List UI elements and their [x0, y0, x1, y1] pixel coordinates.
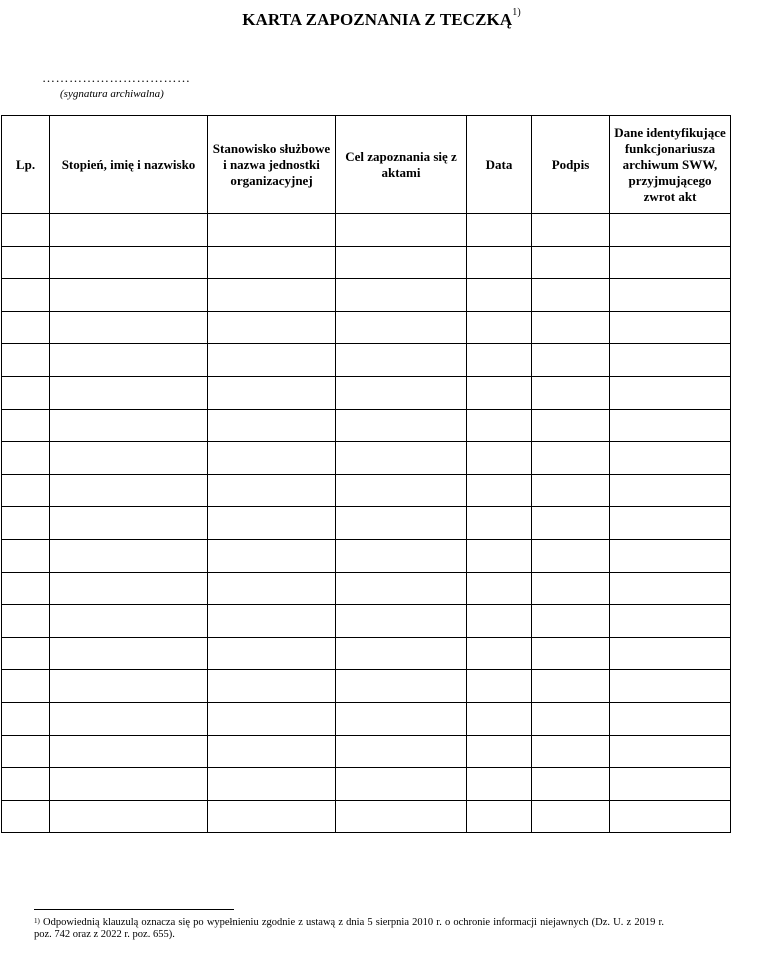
table-cell	[50, 702, 208, 735]
table-cell	[2, 800, 50, 833]
table-cell	[610, 735, 731, 768]
footnote-text: Odpowiednią klauzulą oznacza się po wypełnieniu zgodnie z ustawą z dnia 5 sierpnia 2010 r. o ochronie informacji niejawnych (Dz. U. z 2019 r. poz. 742 oraz z 2022 r. poz. 655).	[34, 917, 665, 940]
table-cell	[532, 800, 610, 833]
table-cell	[2, 474, 50, 507]
table-cell	[2, 442, 50, 475]
header-signature: Podpis	[532, 116, 610, 214]
table-cell	[2, 376, 50, 409]
table-cell	[50, 507, 208, 540]
table-cell	[610, 507, 731, 540]
table-cell	[336, 572, 467, 605]
table-cell	[208, 768, 336, 801]
table-cell	[208, 246, 336, 279]
page-title	[0, 7, 763, 30]
table-cell	[336, 246, 467, 279]
table-cell	[336, 637, 467, 670]
table-cell	[208, 539, 336, 572]
table-row	[2, 279, 731, 312]
table-cell	[208, 311, 336, 344]
table-cell	[467, 311, 532, 344]
table-row	[2, 735, 731, 768]
table-cell	[532, 539, 610, 572]
table-cell	[2, 637, 50, 670]
table-body	[2, 214, 731, 833]
table-cell	[50, 735, 208, 768]
table-cell	[532, 637, 610, 670]
table-cell	[610, 279, 731, 312]
table-cell	[50, 279, 208, 312]
table-cell	[610, 637, 731, 670]
table-cell	[208, 735, 336, 768]
table-cell	[610, 246, 731, 279]
table-cell	[467, 474, 532, 507]
table-cell	[208, 442, 336, 475]
table-cell	[2, 311, 50, 344]
table-cell	[532, 735, 610, 768]
table-cell	[532, 670, 610, 703]
table-cell	[50, 376, 208, 409]
table-cell	[336, 735, 467, 768]
table-cell	[336, 311, 467, 344]
table-cell	[336, 376, 467, 409]
table-row	[2, 344, 731, 377]
table-cell	[208, 214, 336, 247]
table-row	[2, 311, 731, 344]
table-cell	[50, 670, 208, 703]
table-row	[2, 246, 731, 279]
title-text: KARTA ZAPOZNANIA Z TECZKĄ	[242, 10, 513, 29]
table-cell	[532, 344, 610, 377]
table-cell	[467, 279, 532, 312]
table-cell	[532, 507, 610, 540]
table-cell	[336, 800, 467, 833]
table-cell	[50, 246, 208, 279]
table-cell	[467, 768, 532, 801]
table-cell	[208, 507, 336, 540]
table-cell	[467, 572, 532, 605]
table-cell	[610, 311, 731, 344]
table-cell	[208, 409, 336, 442]
table-cell	[610, 474, 731, 507]
table-cell	[336, 214, 467, 247]
table-row	[2, 637, 731, 670]
table-cell	[50, 768, 208, 801]
table-cell	[610, 539, 731, 572]
table-cell	[467, 507, 532, 540]
table-cell	[532, 409, 610, 442]
table-row	[2, 376, 731, 409]
table-cell	[532, 376, 610, 409]
table-cell	[336, 605, 467, 638]
table-cell	[50, 605, 208, 638]
signature-dots: ……………………………	[42, 70, 191, 85]
table-cell	[467, 344, 532, 377]
table-cell	[532, 311, 610, 344]
table-row	[2, 605, 731, 638]
table-cell	[336, 768, 467, 801]
table-cell	[2, 344, 50, 377]
table-cell	[467, 605, 532, 638]
table-cell	[532, 572, 610, 605]
table-cell	[208, 376, 336, 409]
table-cell	[467, 735, 532, 768]
table-cell	[2, 507, 50, 540]
table-cell	[208, 572, 336, 605]
table-header-row	[2, 116, 731, 214]
table-cell	[610, 409, 731, 442]
table-cell	[610, 605, 731, 638]
table-cell	[208, 474, 336, 507]
footnote-divider	[34, 909, 234, 910]
title-footnote-ref: 1)	[512, 7, 521, 18]
table-cell	[532, 214, 610, 247]
table-cell	[467, 214, 532, 247]
table-row	[2, 442, 731, 475]
table-row	[2, 539, 731, 572]
table-row	[2, 768, 731, 801]
header-date: Data	[467, 116, 532, 214]
table-cell	[532, 279, 610, 312]
table-row	[2, 670, 731, 703]
table-cell	[610, 800, 731, 833]
table-cell	[610, 670, 731, 703]
table-cell	[467, 702, 532, 735]
table-cell	[2, 768, 50, 801]
table-cell	[336, 474, 467, 507]
table-row	[2, 409, 731, 442]
table-cell	[532, 702, 610, 735]
table-row	[2, 800, 731, 833]
table-cell	[208, 344, 336, 377]
footnote-marker: 1)	[34, 917, 40, 925]
table-cell	[467, 800, 532, 833]
header-lp: Lp.	[2, 116, 50, 214]
table-cell	[532, 474, 610, 507]
table-cell	[336, 670, 467, 703]
table-cell	[610, 344, 731, 377]
table-cell	[208, 800, 336, 833]
table-cell	[532, 246, 610, 279]
table-cell	[50, 409, 208, 442]
table-cell	[336, 539, 467, 572]
table-row	[2, 702, 731, 735]
table-cell	[2, 702, 50, 735]
table-cell	[610, 572, 731, 605]
header-rank-name: Stopień, imię i nazwisko	[50, 116, 208, 214]
access-register-table	[1, 115, 731, 833]
table-cell	[610, 768, 731, 801]
table-cell	[336, 507, 467, 540]
table-row	[2, 474, 731, 507]
table-cell	[208, 279, 336, 312]
table-cell	[208, 605, 336, 638]
table-cell	[2, 572, 50, 605]
table-cell	[2, 539, 50, 572]
table-cell	[467, 637, 532, 670]
table-cell	[2, 409, 50, 442]
header-position-unit: Stanowisko służbowe i nazwa jednostki organizacyjnej	[208, 116, 336, 214]
table-cell	[467, 670, 532, 703]
table-cell	[50, 572, 208, 605]
table-cell	[50, 214, 208, 247]
table-cell	[50, 311, 208, 344]
table-cell	[2, 670, 50, 703]
table-cell	[532, 442, 610, 475]
table-cell	[2, 246, 50, 279]
table-cell	[467, 376, 532, 409]
table-cell	[336, 344, 467, 377]
table-cell	[467, 246, 532, 279]
table-cell	[336, 279, 467, 312]
table-cell	[467, 539, 532, 572]
table-cell	[50, 800, 208, 833]
table-cell	[50, 474, 208, 507]
table-cell	[50, 539, 208, 572]
table-cell	[532, 768, 610, 801]
table-cell	[610, 376, 731, 409]
table-row	[2, 572, 731, 605]
table-row	[2, 507, 731, 540]
table-cell	[50, 344, 208, 377]
table-cell	[2, 735, 50, 768]
table-cell	[467, 409, 532, 442]
table-cell	[336, 442, 467, 475]
table-cell	[208, 702, 336, 735]
table-cell	[336, 409, 467, 442]
table-cell	[467, 442, 532, 475]
footnote	[34, 917, 664, 941]
table-row	[2, 214, 731, 247]
table-cell	[208, 670, 336, 703]
table-cell	[2, 214, 50, 247]
table-cell	[50, 637, 208, 670]
table-cell	[208, 637, 336, 670]
table-cell	[2, 279, 50, 312]
table-cell	[336, 702, 467, 735]
table-cell	[2, 605, 50, 638]
table-cell	[610, 214, 731, 247]
table-cell	[610, 702, 731, 735]
table-cell	[610, 442, 731, 475]
table-cell	[50, 442, 208, 475]
header-purpose: Cel zapoznania się z aktami	[336, 116, 467, 214]
table-cell	[532, 605, 610, 638]
signature-label: (sygnatura archiwalna)	[60, 88, 164, 100]
header-archive-officer: Dane identyfikujące funkcjonariusza archiwum SWW, przyjmującego zwrot akt	[610, 116, 731, 214]
